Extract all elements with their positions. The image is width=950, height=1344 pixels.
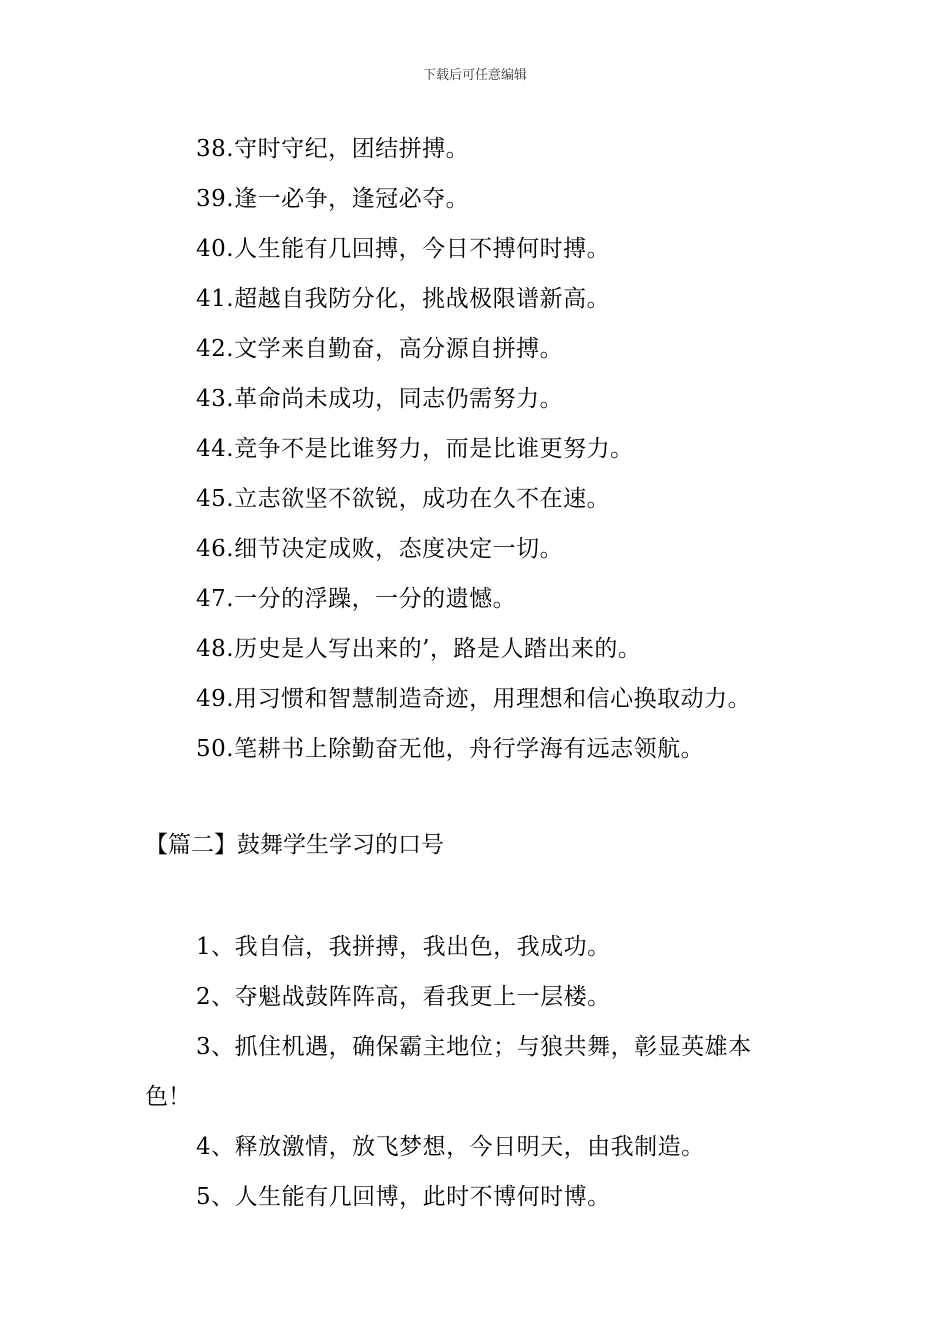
list-item: 3、抓住机遇，确保霸主地位；与狼共舞，彰显英雄本 bbox=[196, 1034, 752, 1060]
page-header: 下载后可任意编辑 bbox=[422, 68, 527, 83]
list-item: 45.立志欲坚不欲锐，成功在久不在速。 bbox=[196, 486, 611, 512]
list-item: 50.笔耕书上除勤奋无他，舟行学海有远志领航。 bbox=[196, 736, 705, 762]
list-item: 47.一分的浮躁，一分的遗憾。 bbox=[196, 586, 517, 612]
list-item: 48.历史是人写出来的’，路是人踏出来的。 bbox=[196, 636, 642, 662]
list-item: 46.细节决定成败，态度决定一切。 bbox=[196, 536, 564, 562]
list-item: 40.人生能有几回搏，今日不搏何时搏。 bbox=[196, 236, 611, 262]
list-item: 44.竞争不是比谁努力，而是比谁更努力。 bbox=[196, 436, 634, 462]
list-item: 49.用习惯和智慧制造奇迹，用理想和信心换取动力。 bbox=[196, 686, 752, 712]
section-title: 【篇二】鼓舞学生学习的口号 bbox=[145, 832, 444, 858]
list-item: 43.革命尚未成功，同志仍需努力。 bbox=[196, 386, 564, 412]
list-item: 38.守时守纪，团结拼搏。 bbox=[196, 136, 470, 162]
list-item: 39.逢一必争，逢冠必夺。 bbox=[196, 186, 470, 212]
list-item: 41.超越自我防分化，挑战极限谱新高。 bbox=[196, 286, 611, 312]
list-item: 5、人生能有几回博，此时不博何时博。 bbox=[196, 1184, 611, 1210]
list-item: 4、释放激情，放飞梦想，今日明天，由我制造。 bbox=[196, 1134, 705, 1160]
list-item-continuation: 色！ bbox=[145, 1084, 191, 1110]
list-item: 1、我自信，我拼搏，我出色，我成功。 bbox=[196, 934, 611, 960]
list-item: 2、夺魁战鼓阵阵高，看我更上一层楼。 bbox=[196, 984, 611, 1010]
list-item: 42.文学来自勤奋，高分源自拼搏。 bbox=[196, 336, 564, 362]
